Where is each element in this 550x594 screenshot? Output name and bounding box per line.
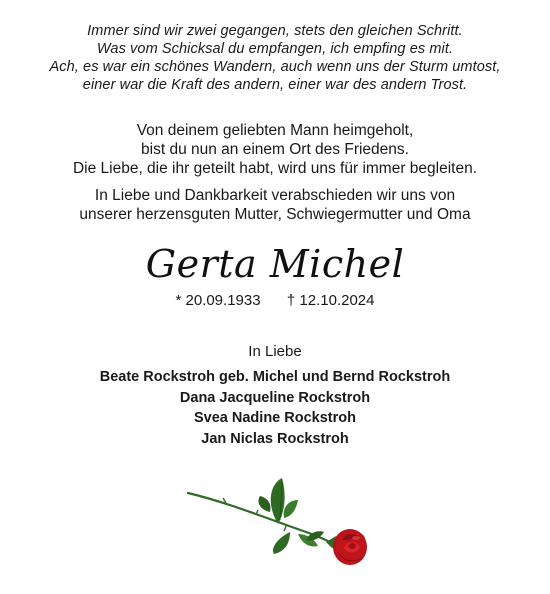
mourner-name: Jan Niclas Rockstroh <box>201 430 349 447</box>
farewell-line: unserer herzensguten Mutter, Schwiegermutter und Oma <box>79 206 471 223</box>
poem-line: Ach, es war ein schönes Wandern, auch wenn uns der Sturm umtost, <box>49 59 501 75</box>
deceased-name: Gerta Michel <box>145 242 405 286</box>
mourners-list <box>0 367 550 449</box>
mourner-name: Beate Rockstroh geb. Michel und Bernd Rockstroh <box>99 369 451 385</box>
death-date: † 12.10.2024 <box>286 292 375 309</box>
mourner-name: Svea Nadine Rockstroh <box>194 410 356 426</box>
life-dates <box>0 291 550 310</box>
poem-line: einer war die Kraft des andern, einer war des andern Trost. <box>82 77 468 93</box>
intro-line: Die Liebe, die ihr geteilt habt, wird uns für immer begleiten. <box>72 160 478 177</box>
intro-text <box>0 121 550 178</box>
birth-date: * 20.09.1933 <box>175 292 261 309</box>
farewell-line: In Liebe und Dankbarkeit verabschieden wir uns von <box>94 187 456 204</box>
poem <box>0 22 550 94</box>
poem-line: Immer sind wir zwei gegangen, stets den gleichen Schritt. <box>87 23 463 39</box>
intro-line: Von deinem geliebten Mann heimgeholt, <box>136 122 414 139</box>
farewell-text <box>0 186 550 224</box>
poem-line: Was vom Schicksal du empfangen, ich empfing es mit. <box>96 41 454 57</box>
in-love-label: In Liebe <box>248 343 302 360</box>
mourner-name: Dana Jacqueline Rockstroh <box>179 389 371 406</box>
red-rose-icon <box>186 474 370 570</box>
intro-line: bist du nun an einem Ort des Friedens. <box>141 141 409 158</box>
